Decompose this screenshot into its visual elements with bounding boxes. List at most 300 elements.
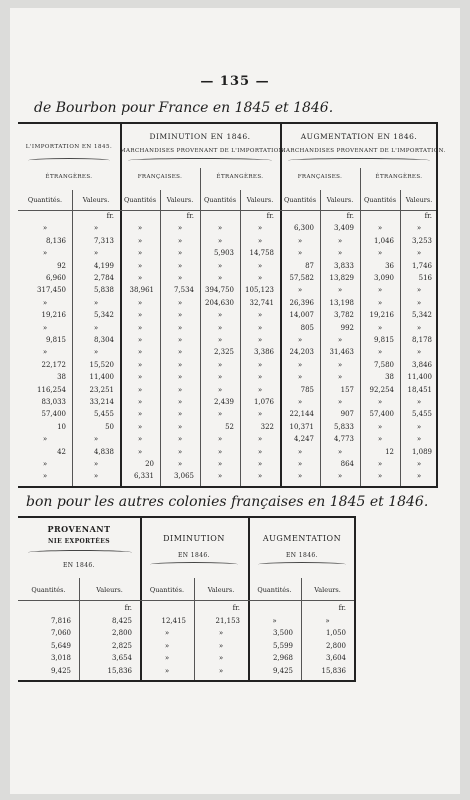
table-cell: » [337,336,343,344]
table-cell: 1,046 [373,236,394,245]
table-cell: » [416,348,422,357]
group-dim-title: DIMINUTION [163,534,225,543]
table-cell: » [257,336,263,344]
table-cell: 8,425 [111,616,132,625]
brace-ornament [28,158,110,163]
table-cell: 19,216 [369,311,394,320]
group-aug-sub: MARCHANDISES PROVENANT DE L'IMPORTATION. [280,148,446,154]
table-cell: 14,007 [289,311,314,320]
table-cell: 22,144 [289,410,314,419]
table-row [18,212,436,224]
table-cell: » [416,224,422,233]
table-cell: » [177,336,183,344]
table-row [18,448,436,460]
table-cell: » [257,224,263,233]
table-cell: » [217,460,223,468]
table-cell: 83,033 [41,398,66,406]
table-cell: » [337,447,343,456]
table-cell: » [257,385,263,394]
table-cell: » [164,641,170,650]
group-dim-year: EN 1846. [178,552,210,559]
column-header: Valeurs. [96,586,123,594]
table-cell: 785 [300,385,314,394]
table-cell: 38 [57,373,66,382]
table-cell: » [257,261,263,270]
table-cell: fr. [124,604,132,612]
table-row [18,249,436,261]
table-cell: » [337,286,343,295]
table-cell: » [416,422,422,431]
table-cell: 204,630 [205,298,234,307]
table-cell: » [137,447,143,456]
table-cell: » [217,435,223,444]
table-cell: » [257,236,263,245]
table-cell: 4,773 [333,435,354,444]
table-row [18,361,436,373]
column-header: Valeurs. [246,196,274,204]
table-cell: 3,654 [111,654,132,663]
table-cell: » [297,447,303,456]
table-cell: » [217,360,223,369]
table-row [18,262,436,274]
table-cell: 92 [57,261,66,270]
table-cell: » [177,460,183,468]
table-cell: » [93,435,99,444]
table-cell: 116,254 [37,385,66,394]
table-cell: 3,833 [333,261,354,270]
table-cell: » [257,323,263,332]
brace-ornament [28,550,132,555]
table-cell: » [272,616,277,625]
column-header: Valeurs. [314,586,341,594]
table-cell: 11,400 [407,373,432,382]
table-cell: » [137,422,143,431]
table-cell: 10 [57,422,66,431]
table-cell: » [93,249,99,258]
table-cell: 516 [418,274,432,282]
table-cell: » [257,435,263,444]
aug-francaises: FRANÇAISES. [297,174,343,180]
table-cell: 5,455 [93,410,114,419]
table-cell: » [257,274,263,282]
table-cell: 4,247 [293,435,314,444]
table-cell: » [42,472,48,481]
table2-title: bon pour les autres colonies françaises en 1845 et 1846. [26,494,429,510]
table-cell: » [137,398,143,406]
table-cell: 38,961 [129,286,154,295]
table-cell: 2,325 [213,348,234,357]
table-cell: 3,090 [373,274,394,282]
table-cell: » [377,422,383,431]
table-cell: » [177,447,183,456]
table-cell: 21,153 [215,616,240,625]
table-cell: 322 [260,422,274,431]
table-cell: » [42,249,48,258]
column-header: Valeurs. [82,196,110,204]
table-cell: 13,198 [329,298,354,307]
table-cell: 2,825 [111,641,132,650]
table-cell: » [177,298,183,307]
table-row [18,435,436,447]
table1-title: de Bourbon pour France en 1845 et 1846. [34,100,334,116]
table-cell: 57,400 [41,410,66,419]
table-cell: » [416,460,422,468]
table-cell: » [137,323,143,332]
table-cell: 1,076 [253,398,274,406]
table-cell: » [337,398,343,406]
table-cell: » [257,460,263,468]
table-cell: 7,060 [50,629,71,638]
table-cell: » [257,447,263,456]
table-cell: » [42,298,48,307]
column-header: Quantités [123,196,157,204]
table-cell: » [137,224,143,233]
dim-francaises: FRANÇAISES. [137,174,183,180]
table-cell: » [218,641,224,650]
table-cell: » [137,249,143,258]
table-cell: 8,304 [93,336,114,344]
table-cell: 2,784 [93,274,114,282]
table-row [18,336,436,348]
table-cell: 42 [57,447,66,456]
table-cell: » [164,629,170,638]
table-cell: 1,746 [411,261,432,270]
table-cell: » [218,667,224,675]
table-cell: 12 [385,447,394,456]
table-cell: 3,065 [173,472,194,481]
table-row [18,237,436,249]
table-cell: » [297,460,303,468]
table-cell: 8,178 [411,336,432,344]
table-cell: » [297,373,303,382]
table-row [18,373,436,385]
header-rule [18,210,436,211]
table-cell: » [297,336,303,344]
table-cell: 7,534 [173,286,194,295]
table-cell: » [137,274,143,282]
table-cell: » [217,323,223,332]
table-cell: 4,838 [93,447,114,456]
table-cell: 20 [145,460,154,468]
table-row [18,629,354,641]
brace-ornament [128,158,272,163]
table-cell: » [217,261,223,270]
page-number: — 135 — [200,74,270,89]
table-cell: 10,371 [289,422,314,431]
table-cell: » [217,311,223,320]
table-cell: » [297,360,303,369]
table-cell: fr. [338,604,346,612]
table-cell: » [93,348,99,357]
table-cell: 3,500 [272,629,293,638]
table-row [18,274,436,286]
table-cell: 15,836 [107,667,132,675]
table-cell: 19,216 [41,311,66,320]
table-cell: » [93,323,99,332]
table-cell: 7,816 [50,616,71,625]
table-cell: fr. [266,212,274,220]
table-cell: » [217,385,223,394]
table-cell: » [177,348,183,357]
column-header: Valeurs. [166,196,194,204]
table-cell: » [377,249,383,258]
table-cell: » [217,410,223,419]
table-cell: » [177,360,183,369]
table-cell: » [137,236,143,245]
table-cell: » [377,472,383,481]
column-header: Quantités. [257,586,292,594]
table-row [18,667,354,679]
table-cell: » [337,373,343,382]
table-row [18,617,354,629]
table-cell: » [257,360,263,369]
table-cell: 33,214 [89,398,114,406]
table-cell: 5,833 [333,422,354,431]
table-cell: » [137,261,143,270]
table-cell: 2,800 [111,629,132,638]
table-cell: » [42,224,48,233]
table-row [18,348,436,360]
table-cell: » [93,460,99,468]
table-cell: 57,582 [289,274,314,282]
group-prov-year: EN 1846. [63,562,95,569]
table-row [18,398,436,410]
table-cell: 3,386 [253,348,274,357]
table-cell: fr. [424,212,432,220]
table-cell: 7,580 [373,360,394,369]
table-cell: 4,199 [93,261,114,270]
table-cell: 26,396 [289,298,314,307]
table-cell: » [337,236,343,245]
column-header: Quantités [203,196,237,204]
table-cell: 1,089 [411,447,432,456]
group-prov-title: PROVENANT [47,524,111,534]
group-dim-sub: MARCHANDISES PROVENANT DE L'IMPORTATION. [120,148,286,154]
table-cell: » [177,373,183,382]
table-cell: » [297,286,303,295]
table-cell: » [177,422,183,431]
table-cell: 36 [385,261,394,270]
table-cell: » [416,398,422,406]
table-cell: » [93,224,99,233]
table-cell: » [377,298,383,307]
table-cell: » [377,435,383,444]
table-cell: » [137,298,143,307]
table-cell: » [217,447,223,456]
group-aug-year: EN 1846. [286,552,318,559]
table-cell: » [416,286,422,295]
table-cell: fr. [106,212,114,220]
table-cell: 2,968 [272,654,293,663]
table-cell: » [137,373,143,382]
table-cell: 6,960 [45,274,66,282]
table-cell: » [257,373,263,382]
table-cell: fr. [346,212,354,220]
table-cell: » [177,236,183,245]
table-cell: 22,172 [41,360,66,369]
table-cell: 805 [300,323,314,332]
column-header: Quantités. [27,196,63,204]
table-cell: » [297,472,303,481]
column-header: Valeurs. [326,196,354,204]
table-cell: » [177,249,183,258]
table-cell: » [416,249,422,258]
column-header: Quantités [283,196,317,204]
table-cell: 87 [305,261,314,270]
brace-ornament [288,158,430,163]
table-cell: 317,450 [37,286,66,295]
table-cell: » [177,410,183,419]
table-cell: » [257,472,263,481]
table-row [18,423,436,435]
table-cell: » [416,435,422,444]
table-cell: » [217,274,223,282]
table-cell: » [257,311,263,320]
table-cell: 2,439 [213,398,234,406]
table-cell: 157 [340,385,354,394]
table-cell: 9,815 [45,336,66,344]
table-cell: » [217,336,223,344]
table-cell: 8,136 [45,236,66,245]
table-cell: 3,409 [333,224,354,233]
table-cell: 5,455 [411,410,432,419]
table-cell: » [137,348,143,357]
column-header: Valeurs. [405,196,433,204]
table-cell: 23,251 [89,385,114,394]
table-cell: » [93,298,99,307]
table-cell: 3,253 [411,236,432,245]
table-cell: » [416,298,422,307]
table-cell: 9,425 [272,667,293,675]
table-cell: 18,451 [407,385,432,394]
table-1 [18,122,446,488]
group-left-sub: ÉTRANGÈRES. [45,174,93,180]
brace-ornament [150,562,238,567]
table-cell: » [337,472,343,481]
table-cell: » [337,249,343,258]
table-cell: » [137,336,143,344]
group-left-title: L'IMPORTATION EN 1845. [25,144,113,150]
table-row [18,410,436,422]
table-cell: » [217,472,223,481]
table-cell: 3,846 [411,360,432,369]
table-cell: 105,123 [245,286,274,295]
table-cell: » [377,224,383,233]
table-cell: 5,599 [272,641,293,650]
table-row [18,299,436,311]
table-cell: » [137,360,143,369]
aug-etrangeres: ÉTRANGÈRES. [375,174,423,180]
table-row [18,654,354,666]
table-cell: 2,800 [325,641,346,650]
table-cell: » [137,410,143,419]
table-cell: » [164,667,170,675]
table-cell: 57,400 [369,410,394,419]
table-cell: 3,018 [50,654,71,663]
table-cell: fr. [186,212,194,220]
table-cell: 3,782 [333,311,354,320]
table-cell: » [218,629,224,638]
column-header: Quantités. [149,586,185,594]
table-cell: » [137,385,143,394]
table-cell: 15,520 [89,360,114,369]
table-cell: 32,741 [249,298,274,307]
table-cell: 12,415 [161,616,186,625]
brace-ornament [258,562,346,567]
table-cell: 11,400 [89,373,114,382]
table-cell: 15,836 [321,667,346,675]
group-aug-title: AUGMENTATION EN 1846. [300,132,418,141]
table-cell: 38 [385,373,394,382]
table-cell: 5,342 [93,311,114,320]
column-header: Quantités. [31,586,66,594]
table-cell: » [297,398,303,406]
table-cell: » [416,323,422,332]
table-cell: 5,838 [93,286,114,295]
group-dim-title: DIMINUTION EN 1846. [149,132,251,141]
table-cell: » [137,311,143,320]
table-cell: 864 [340,460,354,468]
table-cell: » [377,460,383,468]
table-cell: » [416,472,422,481]
table-row [18,386,436,398]
table-cell: » [177,323,183,332]
table-cell: 92,254 [369,385,394,394]
table-cell: » [297,236,303,245]
table-cell: 6,300 [293,224,314,233]
table-cell: » [42,323,48,332]
column-header: Valeurs. [207,586,235,594]
table-cell: » [177,398,183,406]
table-cell: 5,342 [411,311,432,320]
table-cell: 5,903 [213,249,234,258]
table-row [18,604,354,616]
table-cell: fr. [232,604,240,612]
table-cell: » [377,348,383,357]
table-row [18,286,436,298]
table-cell: » [217,236,223,245]
table-cell: » [177,224,183,233]
table-cell: 7,313 [93,236,114,245]
table-cell: 992 [340,323,354,332]
table-cell: » [164,654,170,663]
table-cell: » [217,373,223,382]
table-cell: » [177,385,183,394]
dim-etrangeres: ÉTRANGÈRES. [216,174,264,180]
group-aug-title: AUGMENTATION [262,534,342,543]
table-cell: 14,758 [249,249,274,258]
table-cell: » [217,224,223,233]
table-cell: » [325,616,330,625]
table-2 [18,516,356,682]
table-cell: » [377,323,383,332]
column-header: Quantités [363,196,397,204]
table-cell: 3,604 [325,654,346,663]
table-cell: » [297,249,303,258]
table-cell: » [42,435,48,444]
table-cell: 6,331 [133,472,154,481]
table-row [18,311,436,323]
table-cell: » [42,348,48,357]
table-cell: » [337,360,343,369]
table-cell: » [377,398,383,406]
table-cell: 9,425 [50,667,71,675]
table-cell: » [177,435,183,444]
table-cell: » [257,410,263,419]
table-cell: 50 [105,422,114,431]
table-cell: » [177,274,183,282]
header-rule [18,600,354,601]
